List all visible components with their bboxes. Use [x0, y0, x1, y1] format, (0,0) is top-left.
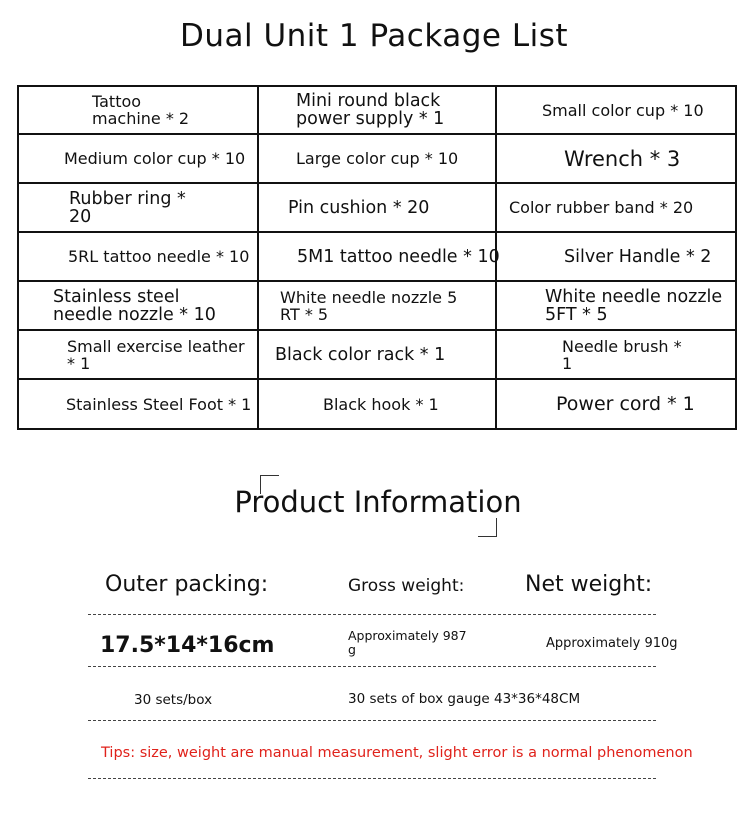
package-cell	[258, 330, 496, 379]
package-item-label: Small exercise leather * 1	[67, 336, 245, 373]
package-item-label: Stainless steel needle nozzle * 10	[53, 286, 216, 325]
package-item-label: White needle nozzle 5FT * 5	[545, 286, 723, 325]
package-cell	[18, 379, 258, 429]
package-item-label: Mini round black power supply * 1	[296, 91, 445, 129]
package-cell	[496, 134, 736, 183]
package-cell	[18, 183, 258, 232]
outer-packing-value: 17.5*14*16cm	[100, 633, 275, 658]
package-item-label: Needle brush * 1	[562, 336, 682, 373]
package-item-label: Tattoo machine * 2	[92, 92, 190, 128]
package-cell	[496, 330, 736, 379]
package-item-label: Medium color cup * 10	[64, 149, 246, 168]
net-weight-value: Approximately 910g	[546, 636, 678, 651]
package-cell	[18, 86, 258, 134]
tips-note: Tips: size, weight are manual measurement, slight error is a normal phenomenon	[101, 745, 693, 761]
dashed-divider	[88, 720, 656, 721]
package-cell	[496, 232, 736, 281]
package-item-label: 5RL tattoo needle * 10	[68, 247, 250, 266]
package-cell	[496, 379, 736, 429]
package-cell	[496, 86, 736, 134]
outer-packing-header: Outer packing:	[105, 572, 269, 597]
package-cell	[258, 232, 500, 281]
package-list-title: Dual Unit 1 Package List	[179, 18, 569, 54]
package-cell	[18, 134, 258, 183]
package-cell	[496, 281, 736, 330]
corner-bracket-bottom-right	[478, 518, 497, 537]
package-item-label: Stainless Steel Foot * 1	[66, 394, 252, 414]
package-cell	[18, 330, 258, 379]
package-list-table	[17, 85, 737, 430]
package-item-label: Large color cup * 10	[296, 149, 459, 168]
package-cell	[258, 379, 496, 429]
package-cell	[258, 183, 496, 232]
dashed-divider	[88, 778, 656, 779]
package-cell	[18, 281, 258, 330]
package-item-label: Pin cushion * 20	[288, 197, 430, 218]
package-cell	[496, 183, 736, 232]
package-cell	[258, 134, 496, 183]
package-item-label: Black color rack * 1	[275, 344, 446, 365]
package-cell	[258, 86, 496, 134]
product-info-title: Product Information	[234, 485, 522, 519]
package-item-label: Color rubber band * 20	[509, 198, 694, 217]
package-item-label: Rubber ring * 20	[69, 188, 186, 227]
package-item-label: Wrench * 3	[564, 146, 681, 171]
package-cell	[18, 232, 258, 281]
dashed-divider	[88, 666, 656, 667]
gross-weight-header: Gross weight:	[348, 576, 465, 596]
package-item-label: Black hook * 1	[323, 394, 439, 414]
package-item-label: White needle nozzle 5 RT * 5	[280, 287, 458, 324]
net-weight-header: Net weight:	[525, 572, 653, 597]
package-item-label: Small color cup * 10	[542, 100, 704, 120]
box-gauge: 30 sets of box gauge 43*36*48CM	[348, 691, 581, 707]
package-item-label: Silver Handle * 2	[564, 246, 712, 267]
dashed-divider	[88, 614, 656, 615]
sets-per-box: 30 sets/box	[134, 692, 213, 708]
package-item-label: 5M1 tattoo needle * 10	[297, 246, 500, 267]
package-item-label: Power cord * 1	[556, 393, 695, 415]
package-cell	[258, 281, 496, 330]
gross-weight-value: Approximately 987 g	[348, 628, 467, 657]
